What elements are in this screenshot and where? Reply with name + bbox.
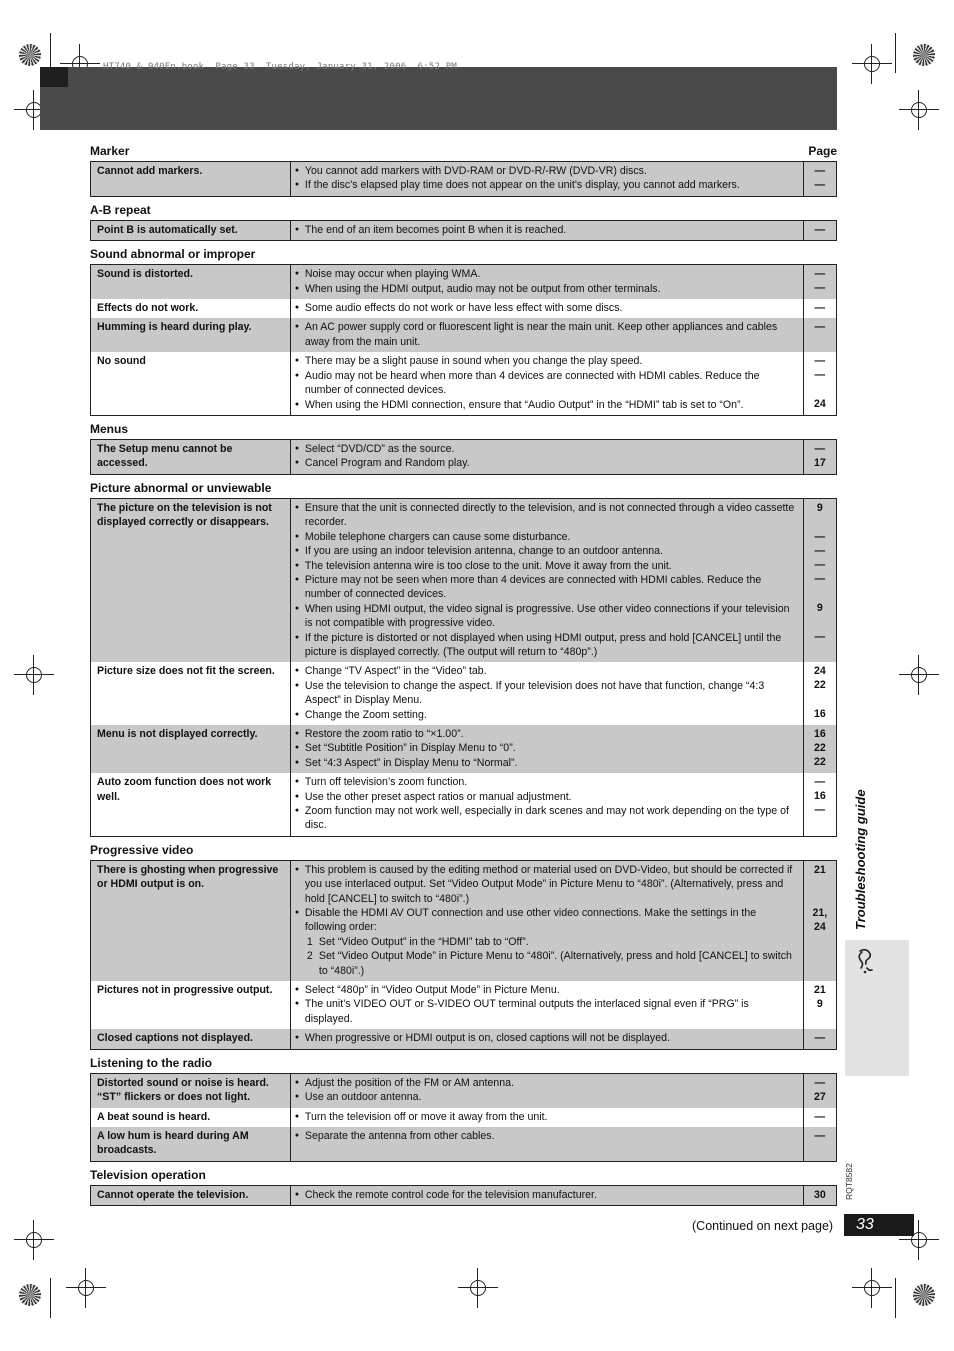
troubleshooting-icon [853,948,877,974]
registration-mark [860,1276,884,1300]
solution-cell [290,1127,803,1161]
page-ref: 9 [816,998,823,1011]
solution-item: ● There may be a slight pause in sound when you change the play speed. [295,354,798,368]
solution-item: ● Use the other preset aspect ratios or manual adjustment. [295,790,798,804]
page-ref: 9 [816,601,823,614]
page-ref: — [814,355,826,368]
page-ref: — [814,443,826,456]
section-title: Picture abnormal or unviewable [90,480,272,495]
solution-item: ● If the picture is distorted or not displayed when using HDMI output, press and hold [CANCEL] until the picture is displayed correctly. (The output will return to “480p”.) [295,631,798,660]
solution-item: ● An AC power supply cord or fluorescent light is near the main unit. Keep other appliances and cables away from the main unit. [295,320,798,349]
solution-item: ● When using the HDMI output, audio may not be output from other terminals. [295,282,798,296]
page-ref-cell [803,318,836,352]
registration-mark [860,52,884,76]
solution-item: ● The television antenna wire is too close to the unit. Move it away from the unit. [295,559,798,573]
solution-item: ● Select “DVD/CD” as the source. [295,442,798,456]
table-row [91,725,837,773]
solution-item: ● Change the Zoom setting. [295,708,798,722]
step-text: Set “Video Output Mode” in Picture Menu to “480i”. (Alternatively, press and hold [CANCEL] to switch to “480i”.) [318,950,792,977]
page-ref-cell [803,1029,836,1049]
registration-mark [466,1276,490,1300]
page-ref: 16 [813,727,826,740]
troubleshooting-table [90,264,837,416]
crop-line [895,1278,896,1318]
page-ref: 24 [813,398,826,411]
solution-item: ● Turn off television’s zoom function. [295,775,798,789]
page-ref: — [814,179,826,191]
solution-item: ● Noise may occur when playing WMA. [295,267,798,281]
page-ref-cell [803,1073,836,1107]
problem-cell: There is ghosting when progressive or HDMI output is on. [91,860,291,981]
page-ref-cell [803,352,836,415]
troubleshooting-table [90,220,837,241]
solution-cell [290,352,803,415]
table-row [91,162,837,197]
section-title: Sound abnormal or improper [90,247,256,262]
problem-cell: A low hum is heard during AM broadcasts. [91,1127,291,1161]
solution-item: ● When progressive or HDMI output is on, closed captions will not be displayed. [295,1031,798,1045]
page-ref: 17 [813,457,826,470]
page-ref-cell [803,662,836,725]
table-row [91,498,837,662]
solution-item: ● Disable the HDMI AV OUT connection and use other video connections. Make the settings in the following order: [295,906,798,935]
solution-cell [290,162,803,197]
solution-cell [290,981,803,1029]
table-row [91,1185,837,1205]
solution-item: ● When using HDMI output, the video signal is progressive. Use other video connections if your television is not compatible with progressive video. [295,602,798,631]
problem-cell: Auto zoom function does not work well. [91,773,291,836]
registration-mark [22,663,46,687]
solution-item: ● Select “480p” in “Video Output Mode” in Picture Menu. [295,983,798,997]
print-header: HT740 & 940En.book Page 33 Tuesday, January 31, 2006 6:52 PM [103,62,457,72]
page-column-heading: Page [808,144,837,158]
problem-cell: Distorted sound or noise is heard. “ST” flickers or does not light. [91,1073,291,1107]
model-code: RQT8582 [844,1163,854,1200]
page-ref: 21 [813,863,826,876]
solution-step [295,949,798,978]
solution-item: ● Change “TV Aspect” in the “Video” tab. [295,664,798,678]
solution-item: ● When using the HDMI connection, ensure that “Audio Output” in the “HDMI” tab is set to “On”. [295,398,798,412]
registration-mark [74,1276,98,1300]
solution-cell [290,299,803,318]
page-ref: 21 [813,984,826,997]
troubleshooting-table [90,161,837,197]
page-ref-cell [803,981,836,1029]
page-number: 33 [844,1214,914,1236]
solution-item: ● Check the remote control code for the television manufacturer. [295,1188,798,1202]
solution-cell [290,318,803,352]
page-ref: 16 [813,708,826,721]
solution-cell [290,440,803,475]
table-row [91,265,837,299]
page-ref-cell [803,265,836,299]
problem-cell: Menu is not displayed correctly. [91,725,291,773]
solution-item: ● This problem is caused by the editing method or material used on DVD-Video, but should be corrected if you use interlaced output. Set “Video Output Mode” in Picture Menu to “480i”. (Alternatively, press and hold [CANCEL] to switch to “480i”.) [295,863,798,906]
page-ref-cell [803,299,836,318]
crop-line [895,33,896,73]
solution-item: ● If you are using an indoor television antenna, change to an outdoor antenna. [295,544,798,558]
solution-item: ● Restore the zoom ratio to “×1.00”. [295,727,798,741]
page-ref: — [814,630,826,643]
solution-item: ● Mobile telephone chargers can cause some disturbance. [295,530,798,544]
table-row [91,1127,837,1161]
page-ref: — [814,1110,826,1123]
page-ref: — [814,572,826,585]
troubleshooting-table [90,1073,837,1162]
page-ref: — [814,223,826,236]
solution-item: ● The unit’s VIDEO OUT or S-VIDEO OUT terminal outputs the interlaced signal even if “PRG” is displayed. [295,997,798,1026]
crop-mark [19,1284,41,1306]
solution-cell [290,1185,803,1205]
page-ref: — [814,302,826,315]
problem-cell: The picture on the television is not displayed correctly or disappears. [91,498,291,662]
solution-cell [290,773,803,836]
table-row [91,440,837,475]
registration-mark [907,98,931,122]
page-ref: 9 [816,501,823,514]
solution-item: ● Turn the television off or move it away from the unit. [295,1110,798,1124]
solution-item: ● Some audio effects do not work or have less effect with some discs. [295,301,798,315]
troubleshooting-table [90,498,837,837]
solution-item: ● Audio may not be heard when more than 4 devices are connected with HDMI cables. Reduce the number of connected devices. [295,369,798,398]
table-row [91,860,837,981]
page-ref-cell [803,725,836,773]
problem-cell: No sound [91,352,291,415]
registration-mark [907,663,931,687]
page-ref-cell [803,1108,836,1127]
table-row [91,773,837,836]
page-ref: — [814,1076,826,1089]
page-ref: — [814,321,826,334]
troubleshooting-table [90,1185,837,1206]
problem-cell: Humming is heard during play. [91,318,291,352]
problem-cell: Cannot add markers. [91,162,291,197]
header-bar [40,67,837,130]
troubleshooting-table [90,439,837,475]
page-ref-cell [803,773,836,836]
problem-cell: Sound is distorted. [91,265,291,299]
sidebar-title: Troubleshooting guide [853,789,868,930]
crop-mark [913,44,935,66]
page-ref: 22 [813,679,826,692]
page-ref: 22 [813,755,826,768]
solution-item: ● Set “4:3 Aspect” in Display Menu to “Normal”. [295,756,798,770]
solution-item: ● You cannot add markers with DVD-RAM or DVD-R/-RW (DVD-VR) discs. [295,164,798,178]
page-ref-cell [803,1185,836,1205]
solution-item: ● The end of an item becomes point B when it is reached. [295,223,798,237]
solution-cell [290,860,803,981]
table-row [91,1073,837,1107]
page-ref: 27 [813,1090,826,1103]
continued-note: (Continued on next page) [692,1219,834,1233]
page-ref: — [814,165,826,177]
column-headings [90,140,837,158]
table-row [91,981,837,1029]
page-ref: — [814,282,826,295]
solution-cell [290,662,803,725]
problem-cell: Pictures not in progressive output. [91,981,291,1029]
page-ref: — [814,1129,826,1142]
crop-mark [19,44,41,66]
page-ref-cell [803,220,836,240]
solution-item: ● Zoom function may not work well, especially in dark scenes and may not work depending on the type of disc. [295,804,798,833]
registration-mark [22,1228,46,1252]
sections [90,158,837,1206]
page-ref-cell [803,440,836,475]
page-ref: 16 [813,790,826,803]
solution-cell [290,220,803,240]
solution-item: ● If the disc's elapsed play time does not appear on the unit's display, you cannot add markers. [295,178,798,192]
page-ref: — [814,776,826,789]
problem-cell: A beat sound is heard. [91,1108,291,1127]
solution-item: ● Ensure that the unit is connected directly to the television, and is not connected through a video cassette recorder. [295,501,798,530]
solution-step [295,935,798,949]
table-row [91,1029,837,1049]
crop-mark [913,1284,935,1306]
problem-cell: Picture size does not fit the screen. [91,662,291,725]
section-title: Progressive video [90,842,194,857]
problem-cell: The Setup menu cannot be accessed. [91,440,291,475]
section-heading-marker: Marker [90,144,130,158]
section-title: Menus [90,422,129,437]
problem-cell: Point B is automatically set. [91,220,291,240]
problem-cell: Cannot operate the television. [91,1185,291,1205]
page-ref: 30 [813,1188,826,1201]
page-ref: — [814,530,826,543]
solution-item: ● Picture may not be seen when more than 4 devices are connected with HDMI cables. Reduce the number of connected devices. [295,573,798,602]
solution-item: ● Use the television to change the aspect. If your television does not have that function, change “4:3 Aspect” in Display Menu. [295,679,798,708]
problem-cell: Closed captions not displayed. [91,1029,291,1049]
solution-item: ● Set “Subtitle Position” in Display Menu to “0”. [295,741,798,755]
page-ref: — [814,544,826,557]
section-title: Listening to the radio [90,1055,212,1070]
page-ref-cell [803,498,836,662]
solution-cell [290,498,803,662]
table-row [91,662,837,725]
problem-cell: Effects do not work. [91,299,291,318]
troubleshooting-table [90,860,837,1050]
solution-cell [290,1073,803,1107]
solution-item: ● Separate the antenna from other cables. [295,1129,798,1143]
page-ref-cell [803,1127,836,1161]
page-ref: — [814,1032,826,1045]
troubleshooting-content [90,140,837,1206]
solution-cell [290,265,803,299]
page-ref-cell [803,860,836,981]
solution-item: ● Use an outdoor antenna. [295,1090,798,1104]
section-title: A-B repeat [90,202,151,217]
table-row [91,220,837,240]
solution-cell [290,725,803,773]
solution-item: ● Adjust the position of the FM or AM antenna. [295,1076,798,1090]
table-row [91,318,837,352]
page-ref: — [814,268,826,281]
solution-cell [290,1029,803,1049]
page-ref: 22 [813,741,826,754]
page-ref: — [814,804,826,817]
table-row [91,352,837,415]
page-ref: — [814,558,826,571]
solution-cell [290,1108,803,1127]
step-number: 1 [306,935,313,948]
step-number: 2 [306,950,313,963]
crop-line [50,1278,51,1318]
header-tab [40,67,68,87]
table-row [91,299,837,318]
solution-item: ● Cancel Program and Random play. [295,456,798,470]
page-ref-cell [803,162,836,197]
table-row [91,1108,837,1127]
page-ref: 24 [813,665,826,678]
page-ref: 21, 24 [812,906,828,934]
section-title: Television operation [90,1167,206,1182]
step-text: Set “Video Output” in the “HDMI” tab to “Off”. [318,935,529,948]
page-ref: — [814,369,826,382]
